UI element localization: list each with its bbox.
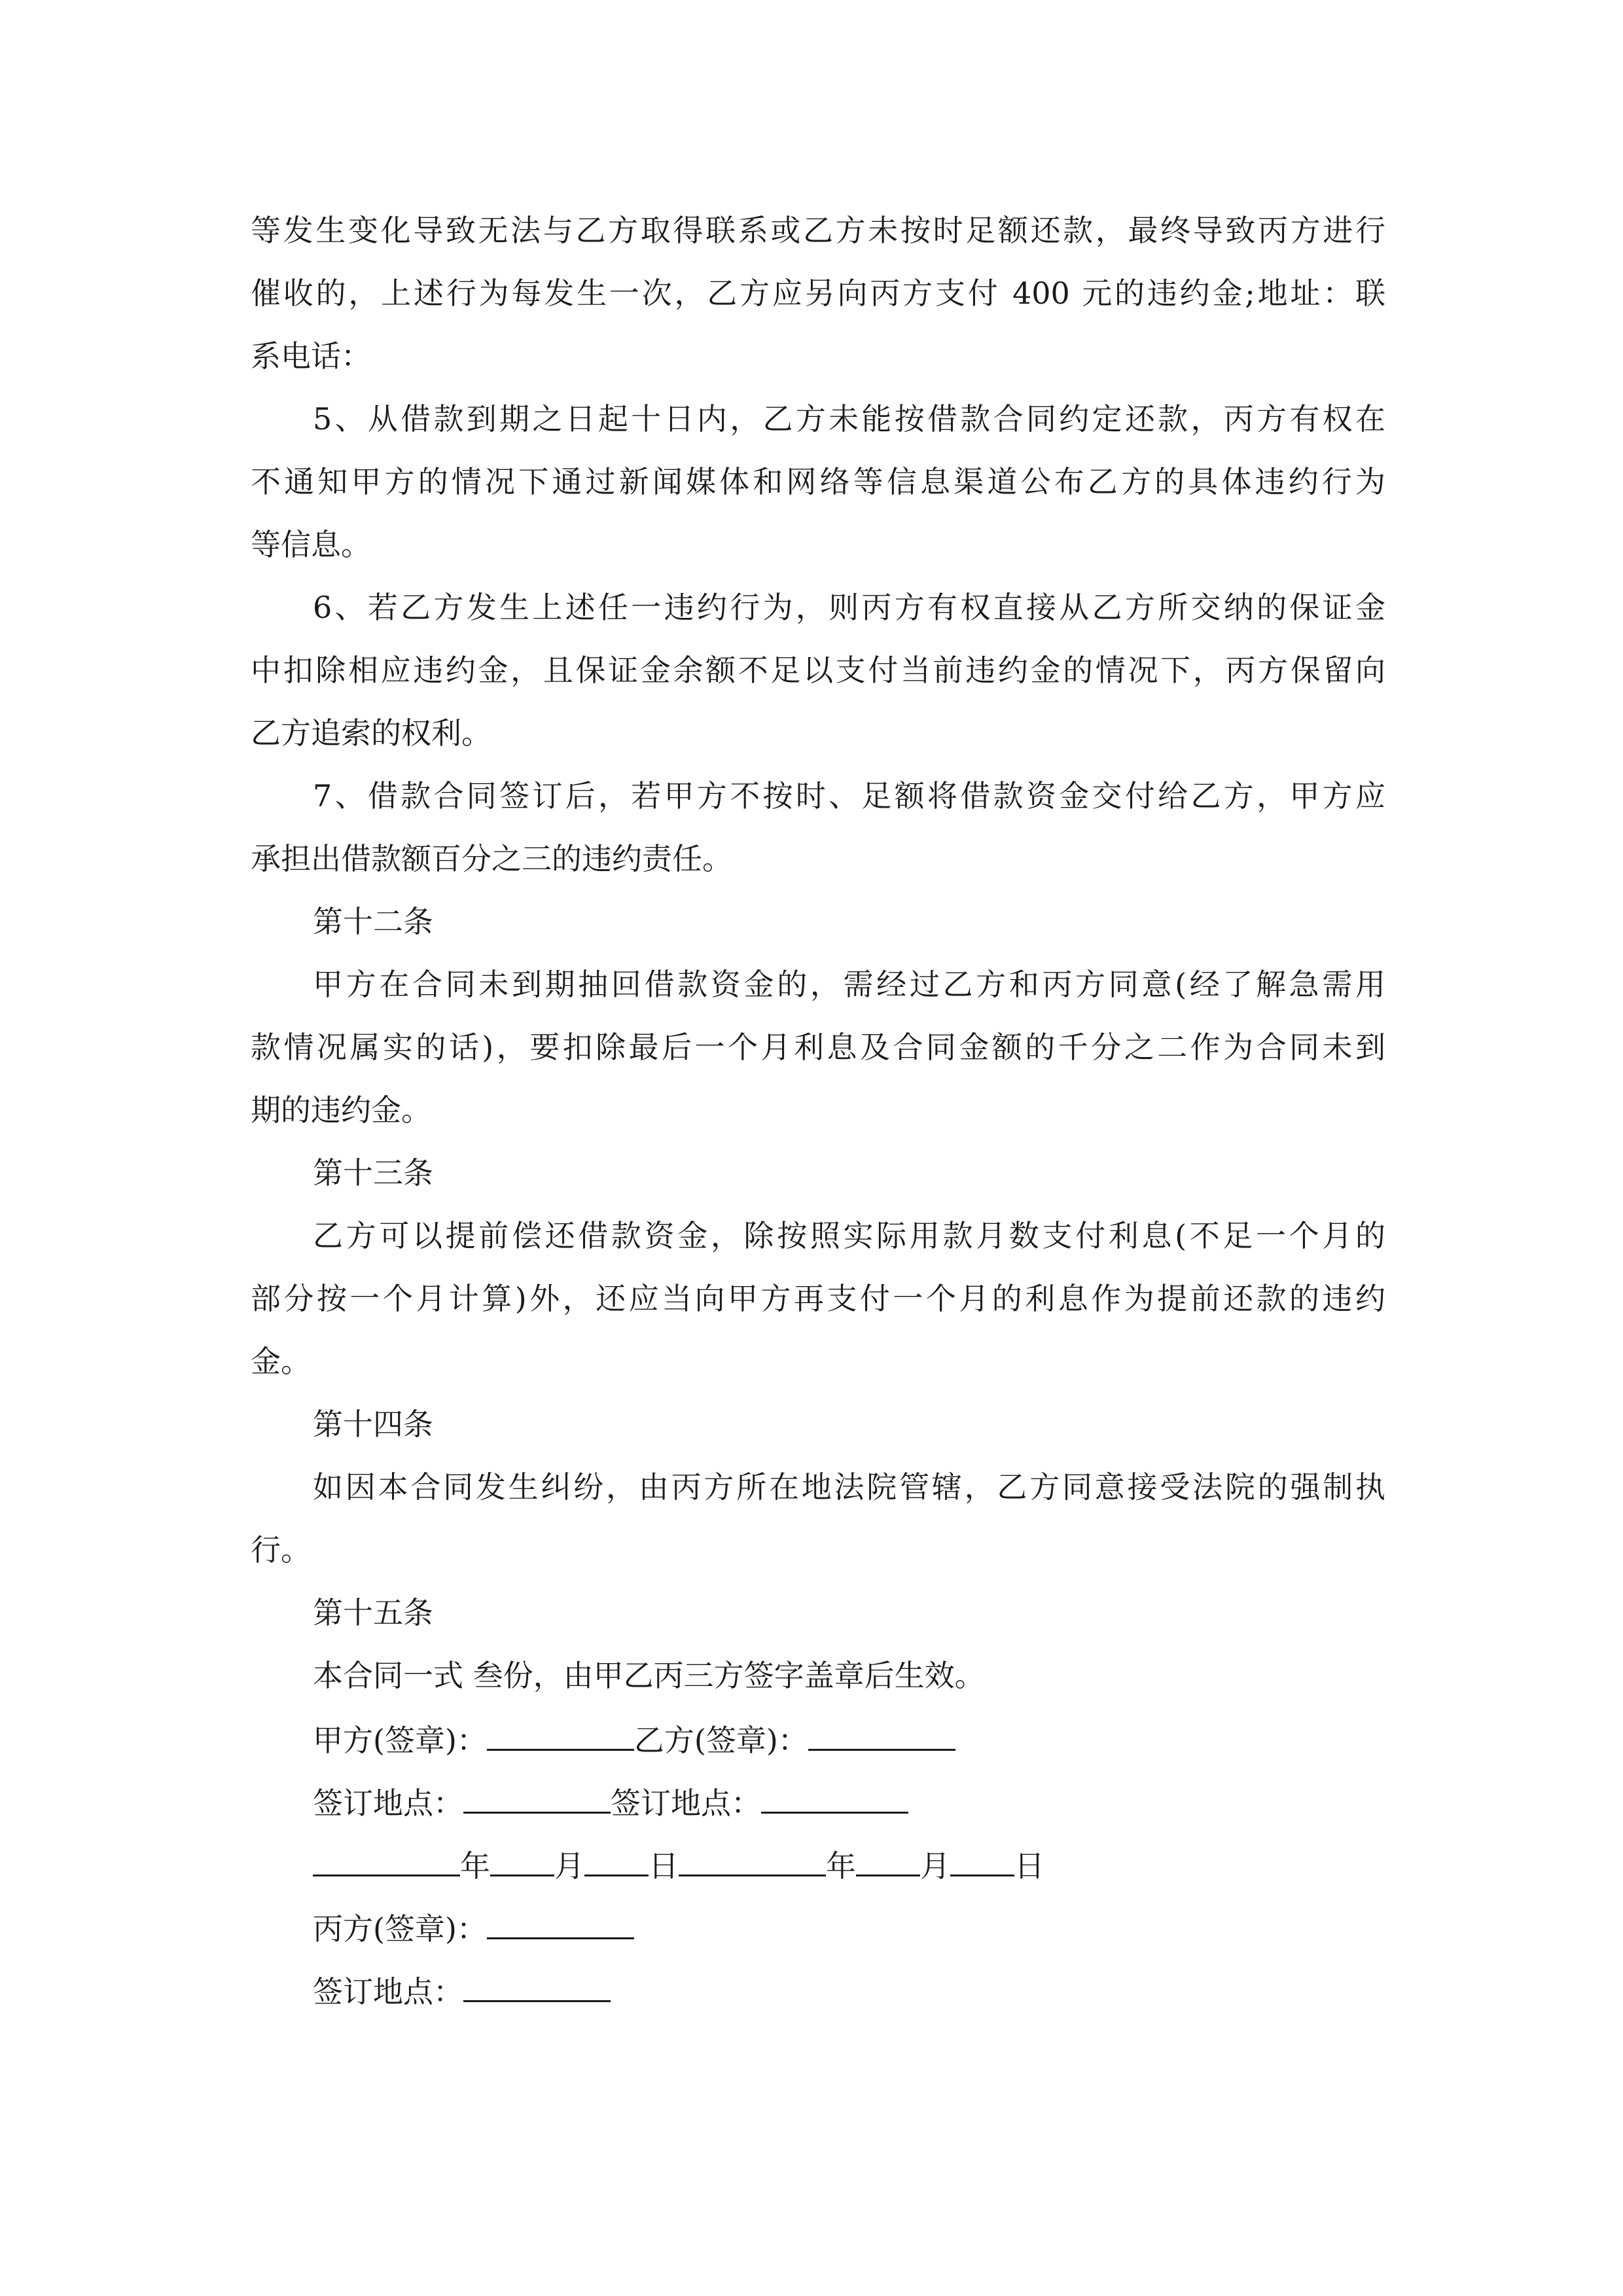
party-a-sign-label: 甲方(签章)： [313, 1723, 487, 1758]
article-14-heading: 第十四条 [313, 1407, 433, 1442]
month-blank[interactable] [490, 1844, 554, 1876]
article-12-heading: 第十二条 [313, 904, 433, 939]
article-14-line: 如因本合同发生纠纷，由丙方所在地法院管辖，乙方同意接受法院的强制执 [313, 1469, 1385, 1505]
article-13-line: 金。 [251, 1344, 311, 1379]
item-6-line: 中扣除相应违约金，且保证金余额不足以支付当前违约金的情况下，丙方保留向 [251, 653, 1385, 688]
day-label: 日 [1014, 1848, 1044, 1884]
year-blank[interactable] [679, 1844, 826, 1876]
day-label: 日 [649, 1848, 679, 1884]
signature-row-parties [313, 1719, 955, 1758]
paragraph-line: 系电话： [251, 338, 371, 374]
month-label: 月 [554, 1848, 584, 1884]
party-b-sign-blank[interactable] [808, 1719, 955, 1751]
paragraph-line: 等发生变化导致无法与乙方取得联系或乙方未按时足额还款，最终导致丙方进行 [251, 213, 1385, 248]
sign-place-label: 签订地点： [313, 1974, 463, 2009]
year-blank[interactable] [313, 1844, 460, 1876]
year-label: 年 [460, 1848, 490, 1884]
party-b-sign-label: 乙方(签章)： [633, 1723, 808, 1758]
year-label: 年 [826, 1848, 856, 1884]
item-7-line: 7、借款合同签订后，若甲方不按时、足额将借款资金交付给乙方，甲方应 [313, 778, 1385, 814]
sign-place-blank[interactable] [463, 1970, 611, 2002]
sign-place-blank[interactable] [761, 1782, 908, 1814]
article-12-line: 款情况属实的话)，要扣除最后一个月利息及合同金额的千分之二作为合同未到 [251, 1030, 1385, 1065]
item-7-line: 承担出借款额百分之三的违约责任。 [251, 841, 732, 876]
article-13-line: 乙方可以提前偿还借款资金，除按照实际用款月数支付利息(不足一个月的 [313, 1218, 1385, 1253]
day-blank[interactable] [584, 1844, 649, 1876]
day-blank[interactable] [950, 1844, 1014, 1876]
item-5-line: 5、从借款到期之日起十日内，乙方未能按借款合同约定还款，丙方有权在 [313, 401, 1385, 437]
party-c-sign-label: 丙方(签章)： [313, 1911, 487, 1946]
article-15-line: 本合同一式 叁份，由甲乙丙三方签字盖章后生效。 [313, 1658, 985, 1693]
paragraph-line: 催收的，上述行为每发生一次，乙方应另向丙方支付 400 元的违约金;地址：联 [251, 276, 1385, 311]
item-6-line: 乙方追索的权利。 [251, 715, 491, 751]
party-c-sign-blank[interactable] [487, 1907, 634, 1939]
party-a-sign-blank[interactable] [487, 1719, 634, 1751]
signature-row-party-c [313, 1907, 634, 1946]
signature-row-dates [313, 1844, 1044, 1884]
article-13-line: 部分按一个月计算)外，还应当向甲方再支付一个月的利息作为提前还款的违约 [251, 1281, 1385, 1316]
article-15-heading: 第十五条 [313, 1595, 433, 1630]
month-label: 月 [920, 1848, 950, 1884]
month-blank[interactable] [856, 1844, 920, 1876]
sign-place-label: 签订地点： [313, 1785, 463, 1821]
sign-place-label: 签订地点： [611, 1785, 761, 1821]
signature-row-party-c-place [313, 1970, 611, 2009]
sign-place-blank[interactable] [463, 1782, 611, 1814]
article-13-heading: 第十三条 [313, 1155, 433, 1191]
item-5-line: 不通知甲方的情况下通过新闻媒体和网络等信息渠道公布乙方的具体违约行为 [251, 464, 1385, 499]
item-6-line: 6、若乙方发生上述任一违约行为，则丙方有权直接从乙方所交纳的保证金 [313, 590, 1385, 625]
item-5-line: 等信息。 [251, 527, 371, 562]
article-12-line: 期的违约金。 [251, 1092, 431, 1128]
signature-row-places [313, 1782, 908, 1821]
article-12-line: 甲方在合同未到期抽回借款资金的，需经过乙方和丙方同意(经了解急需用 [313, 967, 1385, 1002]
article-14-line: 行。 [251, 1532, 311, 1568]
